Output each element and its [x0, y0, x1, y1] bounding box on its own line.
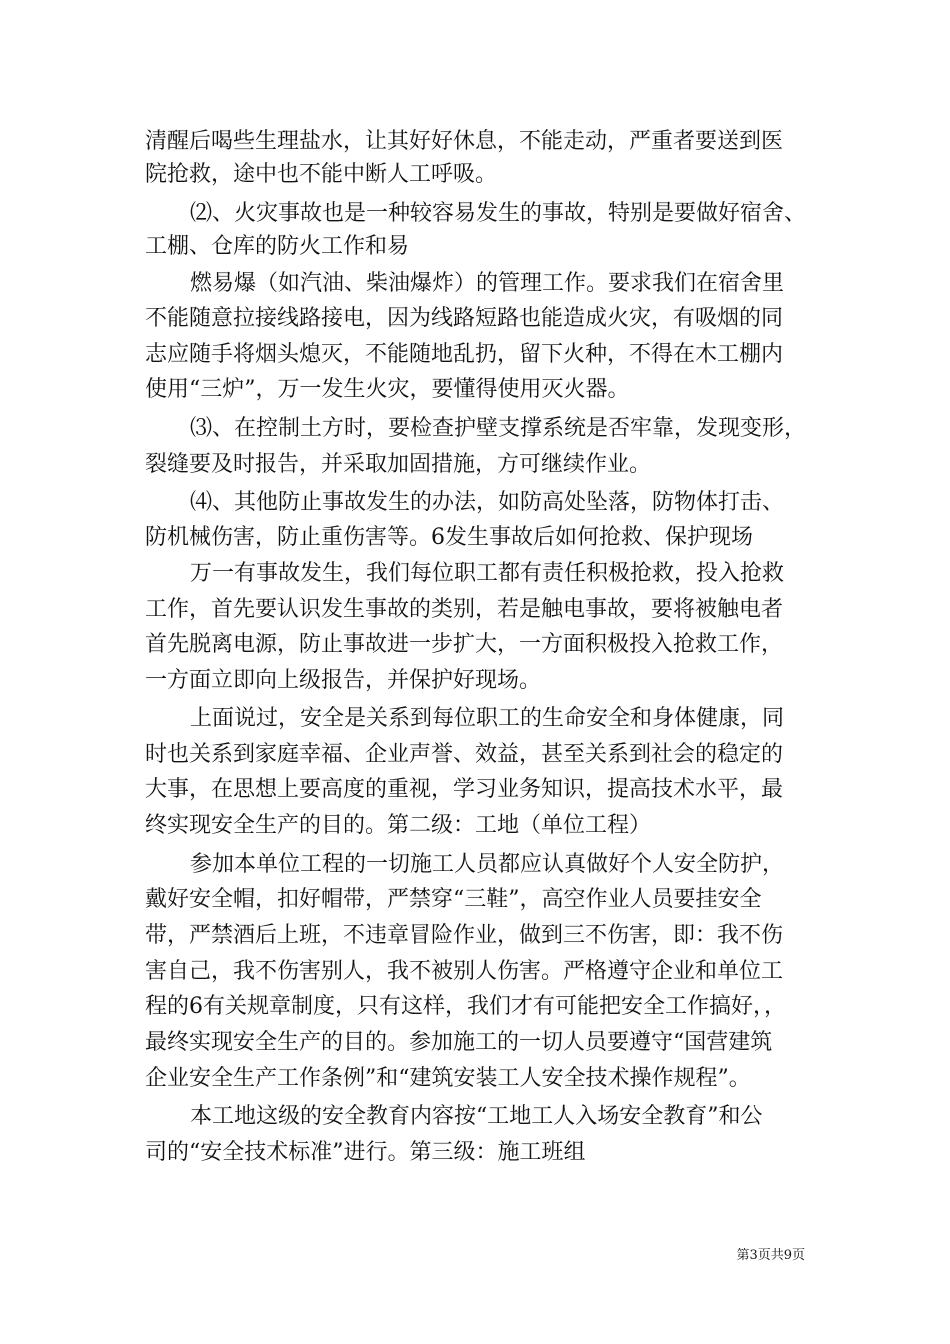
text-line: 工作，首先要认识发生事故的类别，若是触电事故，要将被触电者	[145, 597, 784, 622]
text-line: 参加本单位工程的一切施工人员都应认真做好个人安全防护，	[190, 852, 785, 877]
text-line: 裂缝要及时报告，并采取加固措施，方可继续作业。	[145, 452, 652, 477]
text-line: 程的6有关规章制度，只有这样，我们才有可能把安全工作搞好，，	[145, 994, 786, 1019]
text-line: 戴好安全帽，扣好帽带，严禁穿“三鞋”，高空作业人员要挂安全	[145, 887, 762, 912]
text-line: 本工地这级的安全教育内容按“工地工人入场安全教育”和公	[190, 1104, 763, 1129]
text-line: 工棚、仓库的防火工作和易	[145, 234, 410, 259]
page-number: 第3页共9页	[736, 1248, 805, 1263]
text-line: 防机械伤害，防止重伤害等。6发生事故后如何抢救、保护现场	[145, 525, 753, 550]
text-line: 上面说过，安全是关系到每位职工的生命安全和身体健康，同	[190, 706, 785, 731]
text-line: 不能随意拉接线路接电，因为线路短路也能造成火灾，有吸烟的同	[145, 306, 784, 331]
text-line: 一方面立即向上级报告，并保护好现场。	[145, 668, 542, 693]
text-line: ⑶、在控制土方时，要检查护壁支撑系统是否牢靠，发现变形，	[190, 416, 807, 441]
text-line: 终实现安全生产的目的。第二级：工地（单位工程）	[145, 813, 652, 838]
text-line: ⑷、其他防止事故发生的办法，如防高处坠落，防物体打击、	[190, 490, 785, 515]
text-line: 最终实现安全生产的目的。参加施工的一切人员要遵守“国营建筑	[145, 1030, 773, 1055]
text-line: 院抢救，途中也不能中断人工呼吸。	[145, 162, 498, 187]
text-line: 清醒后喝些生理盐水，让其好好休息，不能走动，严重者要送到医	[145, 129, 784, 154]
text-line: 大事，在思想上要高度的重视，学习业务知识，提高技术水平，最	[145, 777, 784, 802]
text-line: 害自己，我不伤害别人，我不被别人伤害。严格遵守企业和单位工	[145, 959, 784, 984]
text-line: 带，严禁酒后上班，不违章冒险作业，做到三不伤害，即：我不伤	[145, 923, 784, 948]
text-line: 时也关系到家庭幸福、企业声誉、效益，甚至关系到社会的稳定的	[145, 742, 784, 767]
text-line: 志应随手将烟头熄灭，不能随地乱扔，留下火种，不得在木工棚内	[145, 342, 784, 367]
text-line: 万一有事故发生，我们每位职工都有责任积极抢救，投入抢救	[190, 561, 785, 586]
text-line: 企业安全生产工作条例”和“建筑安装工人安全技术操作规程”。	[145, 1066, 751, 1091]
text-line: 司的“安全技术标准”进行。第三级：施工班组	[145, 1140, 586, 1165]
text-line: 首先脱离电源，防止事故进一步扩大，一方面积极投入抢救工作，	[145, 632, 784, 657]
text-line: ⑵、火灾事故也是一种较容易发生的事故，特别是要做好宿舍、	[190, 201, 807, 226]
text-line: 燃易爆（如汽油、柴油爆炸）的管理工作。要求我们在宿舍里	[190, 271, 785, 296]
text-line: 使用“三炉”，万一发生火灾，要懂得使用灭火器。	[145, 377, 630, 402]
